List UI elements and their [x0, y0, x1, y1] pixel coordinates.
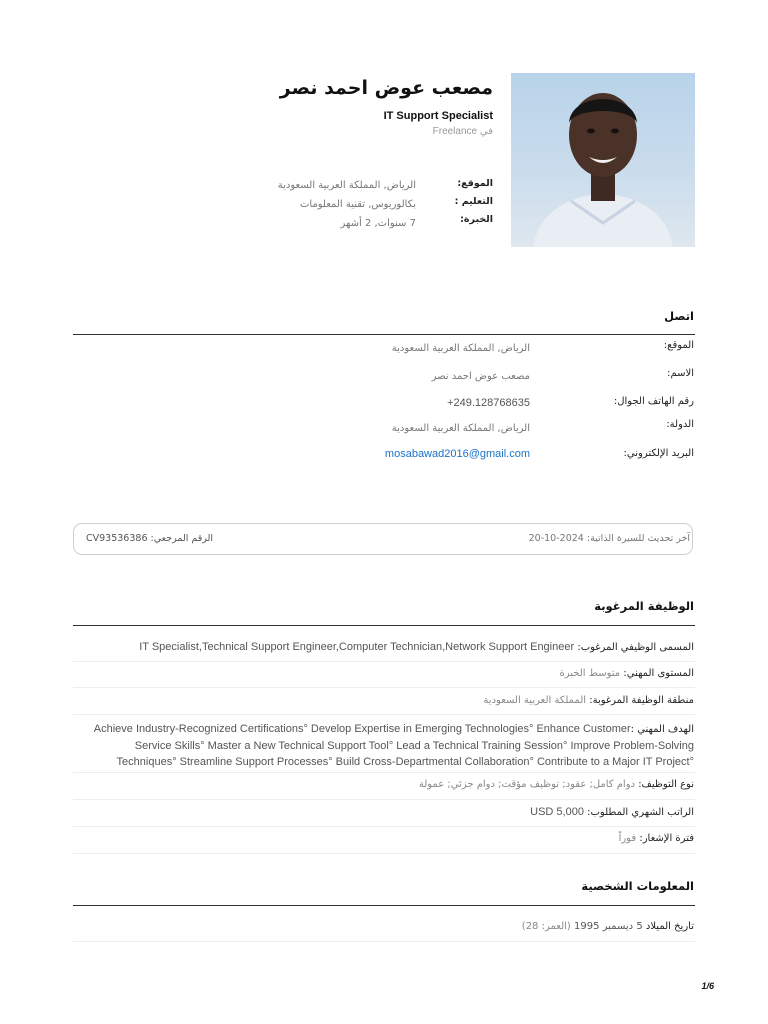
row-separator [73, 661, 695, 662]
contact-location-label: الموقع: [663, 340, 694, 351]
reference-number: الرقم المرجعي: CV93536386 [86, 533, 214, 544]
employment-type-value: دوام كامل; عقود; توظيف مؤقت; دوام جزئي; عمولة [418, 779, 635, 790]
row-separator [73, 714, 695, 715]
career-goal-line-2: Service Skills° Master a New Technical Support Tool° Lead a Technical Training Session° Improve Problem-Solving [134, 740, 694, 752]
contact-divider [73, 334, 695, 335]
header-location-value: الرياض, المملكة العربية السعودية [277, 180, 416, 191]
notice-row [619, 833, 694, 844]
contact-country-value: الرياض, المملكة العربية السعودية [391, 423, 530, 434]
career-goal-line-1 [72, 721, 694, 738]
personal-divider [73, 905, 695, 906]
contact-name-label: الاسم: [667, 368, 694, 379]
contact-phone-label: رقم الهاتف الجوال: [613, 396, 694, 407]
contact-location-value: الرياض, المملكة العربية السعودية [391, 343, 530, 354]
career-goal-text-1: Achieve Industry-Recognized Certifications° Develop Expertise in Emerging Technologies° Enhance Customer [93, 723, 631, 735]
career-level-label: المستوى المهني: [623, 668, 694, 679]
desired-region-value: المملكة العربية السعودية [483, 695, 587, 706]
contact-name-value: مصعب عوض احمد نصر [431, 371, 530, 382]
header-education-label: التعليم : [454, 196, 493, 207]
notice-label: فترة الإشعار: [639, 833, 694, 844]
person-photo-illustration [511, 73, 695, 247]
contact-email-label: البريد الإلكتروني: [623, 448, 694, 459]
profile-photo [511, 73, 695, 247]
salary-value: USD 5,000 [530, 806, 584, 818]
desired-region-row [483, 695, 694, 706]
career-level-row [560, 668, 695, 679]
birth-date-value: 5 ديسمبر 1995 [574, 921, 643, 932]
desired-job-title-label: المسمى الوظيفي المرغوب: [577, 642, 694, 653]
desired-job-section-title: الوظيفة المرغوبة [594, 599, 694, 613]
birth-row [522, 921, 694, 932]
contact-email-value [385, 448, 530, 460]
desired-job-divider [73, 625, 695, 626]
career-level-value: متوسط الخبرة [559, 668, 621, 679]
career-goal-label: الهدف المهني : [630, 724, 694, 735]
salary-row [530, 806, 694, 818]
contact-section-title: اتصل [664, 309, 694, 323]
desired-job-title-value: IT Specialist,Technical Support Engineer,Computer Technician,Network Support Engineer [139, 641, 575, 653]
last-updated: آخر تحديث للسيرة الذاتية: 2024-10-20 [528, 533, 690, 544]
job-title: IT Support Specialist [383, 110, 493, 122]
row-separator [73, 853, 695, 854]
header-experience-label: الخبرة: [460, 214, 493, 225]
email-link[interactable]: mosabawad2016@gmail.com [384, 448, 530, 460]
age-value: (العمر: 28) [521, 921, 571, 932]
desired-region-label: منطقة الوظيفة المرغوبة: [589, 695, 694, 706]
row-separator [73, 941, 695, 942]
employment-type-row [419, 779, 694, 790]
page-number: 1/6 [701, 981, 714, 991]
header-location-label: الموقع: [457, 178, 493, 189]
career-goal [72, 721, 694, 770]
employment-type-label: نوع التوظيف: [638, 779, 694, 790]
row-separator [73, 799, 695, 800]
contact-phone-value: +249.128768635 [447, 397, 530, 409]
job-type: في Freelance [432, 126, 493, 137]
career-goal-line-3: °Techniques° Streamline Support Processes° Build Cross-Departmental Collaboration° Contribute to a Major IT Project [116, 756, 694, 768]
birth-label: تاريخ الميلاد [645, 921, 694, 932]
header-experience-value: 7 سنوات, 2 أشهر [340, 218, 416, 229]
row-separator [73, 826, 695, 827]
notice-value: فوراً [618, 833, 637, 844]
desired-job-title-row [139, 641, 694, 653]
header-education-value: بكالوريوس, تقنية المعلومات [299, 199, 416, 210]
candidate-name: مصعب عوض احمد نصر [279, 77, 493, 99]
row-separator [73, 687, 695, 688]
row-separator [73, 772, 695, 773]
personal-section-title: المعلومات الشخصية [581, 879, 694, 893]
salary-label: الراتب الشهري المطلوب: [587, 807, 694, 818]
contact-country-label: الدولة: [666, 419, 694, 430]
